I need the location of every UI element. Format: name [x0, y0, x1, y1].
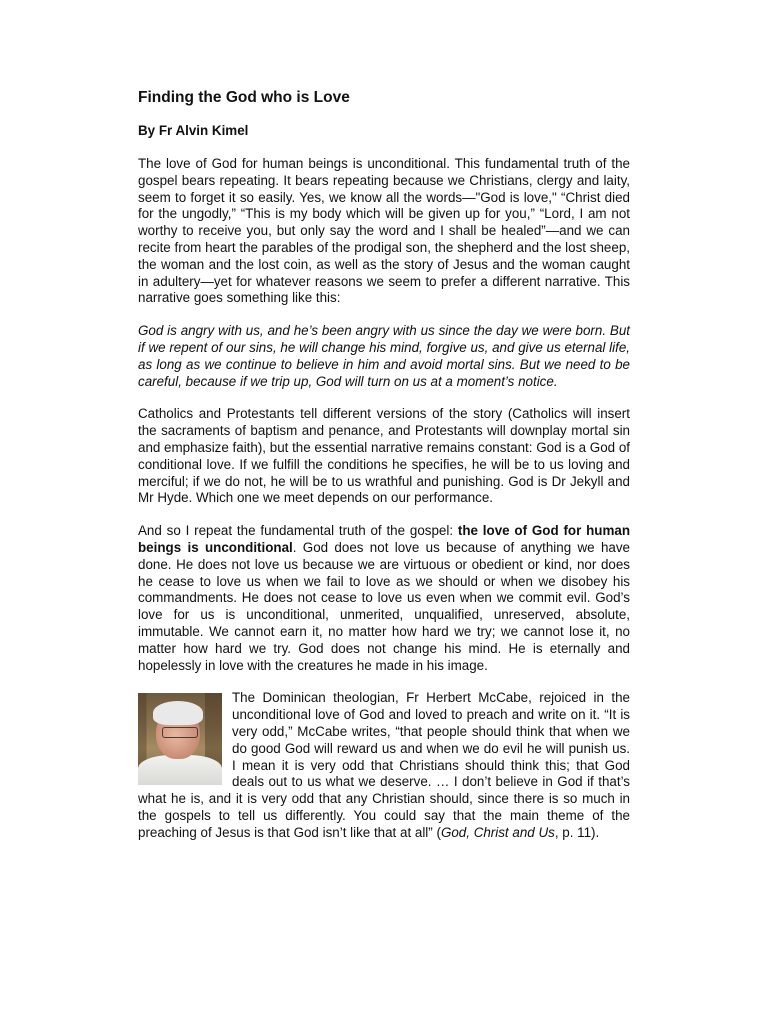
- paragraph-text: The Dominican theologian, Fr Herbert McCabe, rejoiced in the unconditional love of God and loved to preach and write on it. “It is very odd,” McCabe writes, “that people should think that when we do good God will reward us and when we do evil he will punish us. I mean it is very odd that Christians should think this; that God deals out to us what we deserve. … I don’t believe in God if that’s what he is, and it is very odd that any Christian should, since there is so much in the gospels to tell us differently. You could say that the main theme of the preaching of Jesus is that God isn’t like that at all” (: [138, 690, 630, 840]
- paragraph-intro: The love of God for human beings is unconditional. This fundamental truth of the gospel bears repeating. It bears repeating because we Christians, clergy and laity, seem to forget it so easily. Yes, we know all the words—"God is love," “Christ died for the ungodly,” “This is my body which will be given up for you,” “Lord, I am not worthy to receive you, but only say the word and I shall be healed”—and we can recite from heart the parables of the prodigal son, the shepherd and the lost sheep, the woman and the lost coin, as well as the story of Jesus and the woman caught in adultery—yet for whatever reasons we seem to prefer a different narrative. This narrative goes something like this:: [138, 156, 630, 306]
- paragraph-text: . God does not love us because of anything we have done. He does not love us because we are virtuous or obedient or kind, nor does he cease to love us when we fail to love as we should or when we disobey his commandments. He does not cease to love us even when we commit evil. God’s love for us is unconditional, unmerited, unqualified, unreserved, absolute, immutable. We cannot earn it, no matter how hard we try; we cannot lose it, no matter how hard we try. God does not change his mind. He is eternally and hopelessly in love with the creatures he made in his image.: [138, 539, 630, 673]
- paragraph-text: , p. 11).: [554, 824, 600, 840]
- paragraph-text: And so I repeat the fundamental truth of the gospel:: [138, 523, 458, 539]
- article: [138, 88, 630, 841]
- book-title: God, Christ and Us: [440, 824, 555, 840]
- bold-emphasis: the love of God for human beings is unconditional: [138, 523, 631, 555]
- paragraph-versions: Catholics and Protestants tell different versions of the story (Catholics will insert the sacraments of baptism and penance, and Protestants will downplay mortal sin and emphasize faith), but the essential narrative remains constant: God is a God of conditional love. If we fulfill the conditions he specifies, he will be to us loving and merciful; if we do not, he will be to us wrathful and punishing. God is Dr Jekyll and Mr Hyde. Which one we meet depends on our performance.: [138, 406, 631, 506]
- paragraph-narrative-quote: God is angry with us, and he’s been angry with us since the day we were born. But if we repent of our sins, he will change his mind, forgive us, and give us eternal life, as long as we continue to believe in him and avoid mortal sins. But we need to be careful, because if we trip up, God will turn on us at a moment’s notice.: [138, 323, 630, 389]
- mccabe-section: [138, 690, 630, 841]
- herbert-mccabe-photo: [138, 693, 222, 785]
- photo-habit: [138, 755, 222, 785]
- photo-hair: [153, 701, 203, 725]
- photo-glasses: [162, 727, 198, 738]
- article-title: Finding the God who is Love: [138, 89, 350, 106]
- article-byline: By Fr Alvin Kimel: [138, 123, 249, 138]
- paragraph-fundamental-truth: [138, 523, 630, 674]
